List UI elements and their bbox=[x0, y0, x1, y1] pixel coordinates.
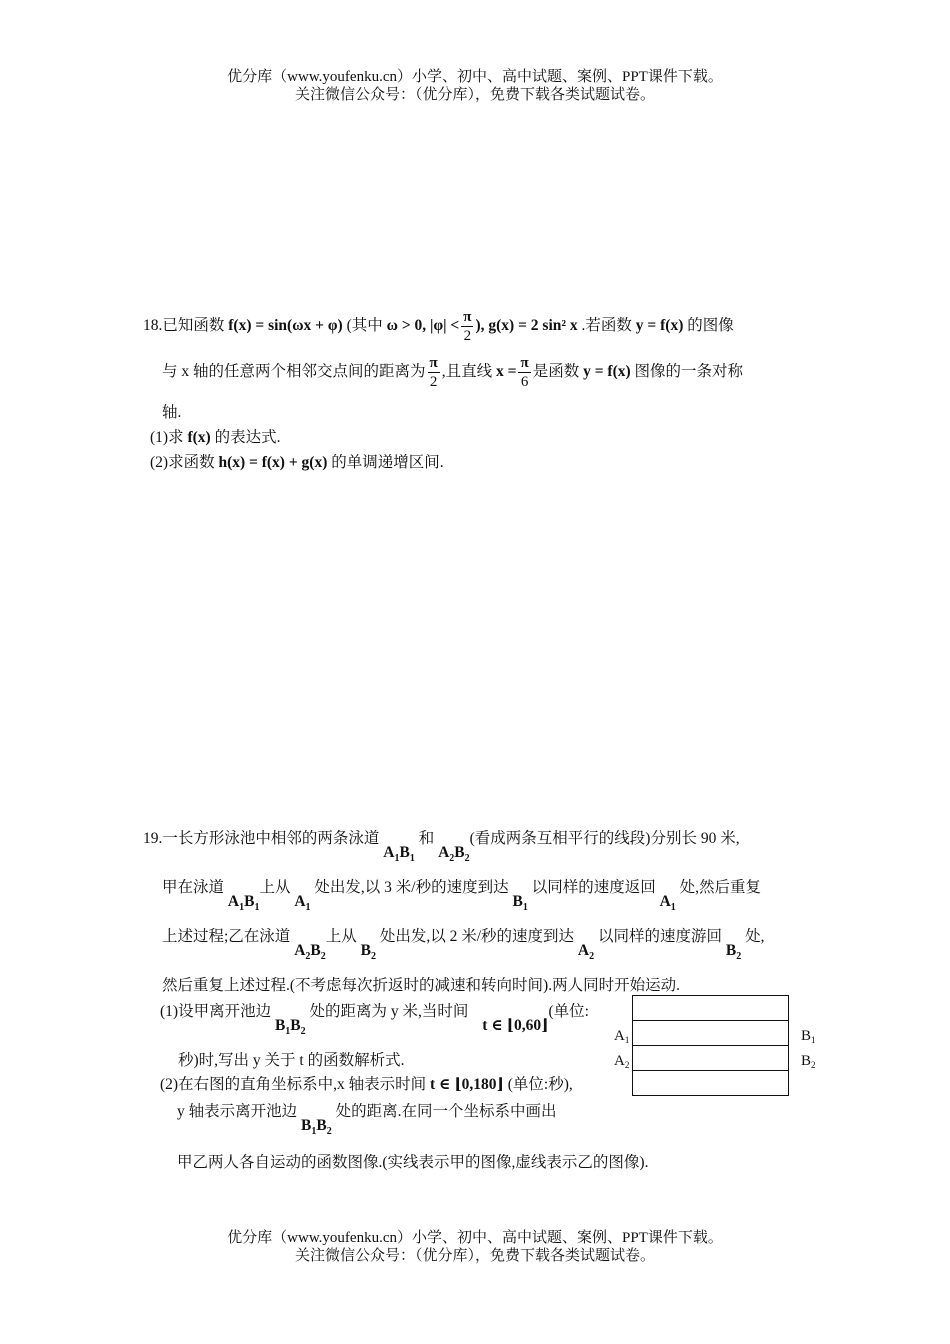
q19-line-3 bbox=[162, 924, 765, 962]
q18-pi-over-6 bbox=[518, 354, 530, 391]
sym: 2 bbox=[300, 1026, 306, 1037]
q19-text: 和 bbox=[418, 830, 435, 847]
q19-text: 上从 bbox=[259, 879, 291, 896]
q19-part-2-line-3: 甲乙两人各自运动的函数图像.(实线表示甲的图像,虚线表示乙的图像). bbox=[177, 1154, 649, 1171]
q18-text: 的图像 bbox=[687, 317, 734, 335]
sym: 1 bbox=[522, 902, 528, 913]
q19-text: 处出发,以 2 米/秒的速度到达 bbox=[379, 928, 575, 945]
frac-den: 2 bbox=[429, 374, 438, 390]
sym: A bbox=[614, 1028, 625, 1044]
q18-fx: f(x) bbox=[187, 429, 211, 446]
sym: 1 bbox=[670, 902, 676, 913]
lane-row bbox=[632, 995, 789, 1021]
sym: 2 bbox=[589, 951, 595, 962]
q18-text: 与 x 轴的任意两个相邻交点间的距离为 bbox=[162, 363, 426, 381]
q19-text: 甲在泳道 bbox=[162, 879, 225, 896]
sym: B bbox=[310, 942, 321, 959]
sym: 2 bbox=[320, 951, 326, 962]
q19-text: 处, bbox=[745, 928, 765, 945]
q19-text: (1)设甲离开池边 bbox=[160, 1003, 272, 1020]
q19-text: 处出发,以 3 米/秒的速度到达 bbox=[314, 879, 509, 896]
frac-num: π bbox=[463, 309, 472, 325]
point-b2 bbox=[360, 942, 376, 962]
q18-text: ,且直线 bbox=[441, 363, 493, 381]
q18-text: 已知函数 bbox=[162, 317, 225, 335]
q18-part-2 bbox=[150, 450, 444, 472]
sym: 1 bbox=[811, 1035, 816, 1045]
q19-part-2-line-2 bbox=[177, 1099, 557, 1137]
frac-num: π bbox=[520, 355, 529, 371]
sym: 1 bbox=[409, 853, 415, 864]
sym: B bbox=[801, 1028, 812, 1044]
label-b1 bbox=[801, 1028, 816, 1045]
lane-row bbox=[632, 1070, 789, 1096]
q19-line-2 bbox=[162, 875, 762, 913]
sym: A bbox=[614, 1053, 625, 1069]
q18-line-2 bbox=[162, 354, 743, 391]
sym: B bbox=[454, 844, 465, 861]
sym: 1 bbox=[311, 1126, 317, 1137]
page-footer bbox=[0, 1229, 950, 1265]
point-a2 bbox=[577, 942, 595, 962]
sym: 2 bbox=[370, 951, 376, 962]
q19-text: (单位: bbox=[548, 1003, 589, 1020]
q18-text: .若函数 bbox=[581, 317, 632, 335]
q18-f-definition: f(x) = sin(ωx + φ) bbox=[228, 317, 343, 335]
sym: A bbox=[577, 942, 590, 959]
sym: B bbox=[290, 1017, 301, 1034]
sym: 1 bbox=[394, 853, 400, 864]
sym: 1 bbox=[624, 1035, 630, 1045]
sym: 2 bbox=[736, 951, 742, 962]
q19-text: (单位:秒), bbox=[507, 1076, 573, 1093]
q18-text: (其中 bbox=[346, 317, 383, 335]
q18-text: (1)求 bbox=[150, 429, 184, 446]
q18-text: 的单调递增区间. bbox=[331, 454, 444, 471]
sym: B bbox=[801, 1053, 812, 1069]
sym: 2 bbox=[305, 951, 311, 962]
lane-a1b1 bbox=[227, 893, 260, 913]
sym: A bbox=[438, 844, 450, 861]
sym: 2 bbox=[326, 1126, 332, 1137]
q19-line-4: 然后重复上述过程.(不考虑每次折返时的减速和转向时间).两人同时开始运动. bbox=[162, 977, 680, 994]
sym: A bbox=[294, 942, 306, 959]
sym: A bbox=[659, 893, 671, 910]
frac-den: 2 bbox=[463, 328, 472, 344]
q19-text: y 轴表示离开池边 bbox=[177, 1103, 298, 1120]
time-range-60: t ∈ ⌊0,60⌋ bbox=[482, 1017, 549, 1034]
sym: A bbox=[227, 893, 240, 910]
pool-lanes-diagram bbox=[632, 995, 789, 1095]
sym: B bbox=[316, 1117, 327, 1134]
header-line-2: 关注微信公众号：（优分库），免费下载各类试题试卷。 bbox=[294, 87, 655, 103]
q18-text: 的表达式. bbox=[214, 429, 281, 446]
sym: 1 bbox=[254, 902, 260, 913]
q19-text: 以同样的速度返回 bbox=[531, 879, 656, 896]
sym: 2 bbox=[811, 1060, 816, 1070]
frac-den: 6 bbox=[520, 374, 529, 390]
q19-line-1 bbox=[143, 826, 740, 864]
label-b2 bbox=[801, 1053, 816, 1070]
q18-y-eq-fx: y = f(x) bbox=[583, 363, 631, 381]
sym: B bbox=[399, 844, 410, 861]
q18-g-definition: ), g(x) = 2 sin² x bbox=[475, 317, 578, 335]
q18-text: 图像的一条对称 bbox=[634, 363, 744, 381]
point-b1 bbox=[512, 893, 528, 913]
q19-text: 处的距离为 y 米,当时间 bbox=[309, 1003, 469, 1020]
label-a2 bbox=[614, 1053, 629, 1070]
page-header bbox=[0, 68, 950, 104]
sym: B bbox=[274, 1017, 286, 1034]
lane-a2b2 bbox=[294, 942, 326, 962]
lane-row-a2b2 bbox=[632, 1045, 789, 1071]
q18-y-eq-fx: y = f(x) bbox=[635, 317, 684, 335]
sym: 1 bbox=[305, 902, 311, 913]
sym: 1 bbox=[285, 1026, 291, 1037]
edge-b1b2 bbox=[274, 1017, 306, 1037]
sym: B bbox=[244, 893, 255, 910]
q18-line-1 bbox=[143, 308, 734, 345]
sym: 2 bbox=[464, 853, 470, 864]
q18-text: (2)求函数 bbox=[150, 454, 215, 471]
time-range-180: t ∈ ⌊0,180⌋ bbox=[429, 1076, 504, 1093]
q19-part-1-cont: 秒)时,写出 y 关于 t 的函数解析式. bbox=[178, 1052, 405, 1069]
sym: 1 bbox=[239, 902, 245, 913]
q18-x-eq: x = bbox=[496, 363, 517, 381]
q19-text: (2)在右图的直角坐标系中,x 轴表示时间 bbox=[160, 1076, 427, 1093]
q18-line-3: 轴. bbox=[162, 404, 182, 421]
q19-text: 上从 bbox=[325, 928, 357, 945]
q19-text: (看成两条互相平行的线段)分别长 90 米, bbox=[469, 830, 740, 847]
sym: B bbox=[360, 942, 371, 959]
footer-line-1: 优分库（www.youfenku.cn）小学、初中、高中试题、案例、PPT课件下载。 bbox=[227, 1230, 723, 1246]
q19-text: 上述过程;乙在泳道 bbox=[162, 928, 291, 945]
point-a1 bbox=[294, 893, 311, 913]
q18-pi-over-2 bbox=[461, 308, 473, 345]
q19-text: 19.一长方形泳池中相邻的两条泳道 bbox=[143, 830, 380, 847]
sym: 2 bbox=[449, 853, 455, 864]
sym: B bbox=[301, 1117, 312, 1134]
footer-line-2: 关注微信公众号：（优分库），免费下载各类试题试卷。 bbox=[294, 1248, 655, 1264]
sym: B bbox=[512, 893, 523, 910]
q18-text: 是函数 bbox=[532, 363, 580, 381]
point-a1 bbox=[659, 893, 676, 913]
q19-part-2 bbox=[160, 1072, 573, 1094]
sym: A bbox=[383, 844, 395, 861]
lane-row-a1b1 bbox=[632, 1020, 789, 1046]
q19-part-1 bbox=[160, 999, 589, 1037]
q18-number: 18. bbox=[143, 317, 163, 335]
label-a1 bbox=[614, 1028, 629, 1045]
q18-condition: ω > 0, |φ| < bbox=[386, 317, 460, 335]
q19-text: 处,然后重复 bbox=[679, 879, 762, 896]
lane-a2b2 bbox=[438, 844, 470, 864]
sym: A bbox=[294, 893, 306, 910]
q18-part-1 bbox=[150, 425, 280, 447]
point-b2 bbox=[725, 942, 742, 962]
lane-a1b1 bbox=[383, 844, 415, 864]
header-line-1: 优分库（www.youfenku.cn）小学、初中、高中试题、案例、PPT课件下载。 bbox=[227, 69, 723, 85]
q18-h-definition: h(x) = f(x) + g(x) bbox=[218, 454, 328, 471]
sym: 2 bbox=[624, 1060, 630, 1070]
edge-b1b2 bbox=[301, 1117, 332, 1137]
sym: B bbox=[725, 942, 737, 959]
q19-text: 处的距离.在同一个坐标系中画出 bbox=[335, 1103, 557, 1120]
frac-num: π bbox=[429, 355, 438, 371]
q19-text: 以同样的速度游回 bbox=[597, 928, 722, 945]
q18-pi-over-2 bbox=[428, 354, 440, 391]
